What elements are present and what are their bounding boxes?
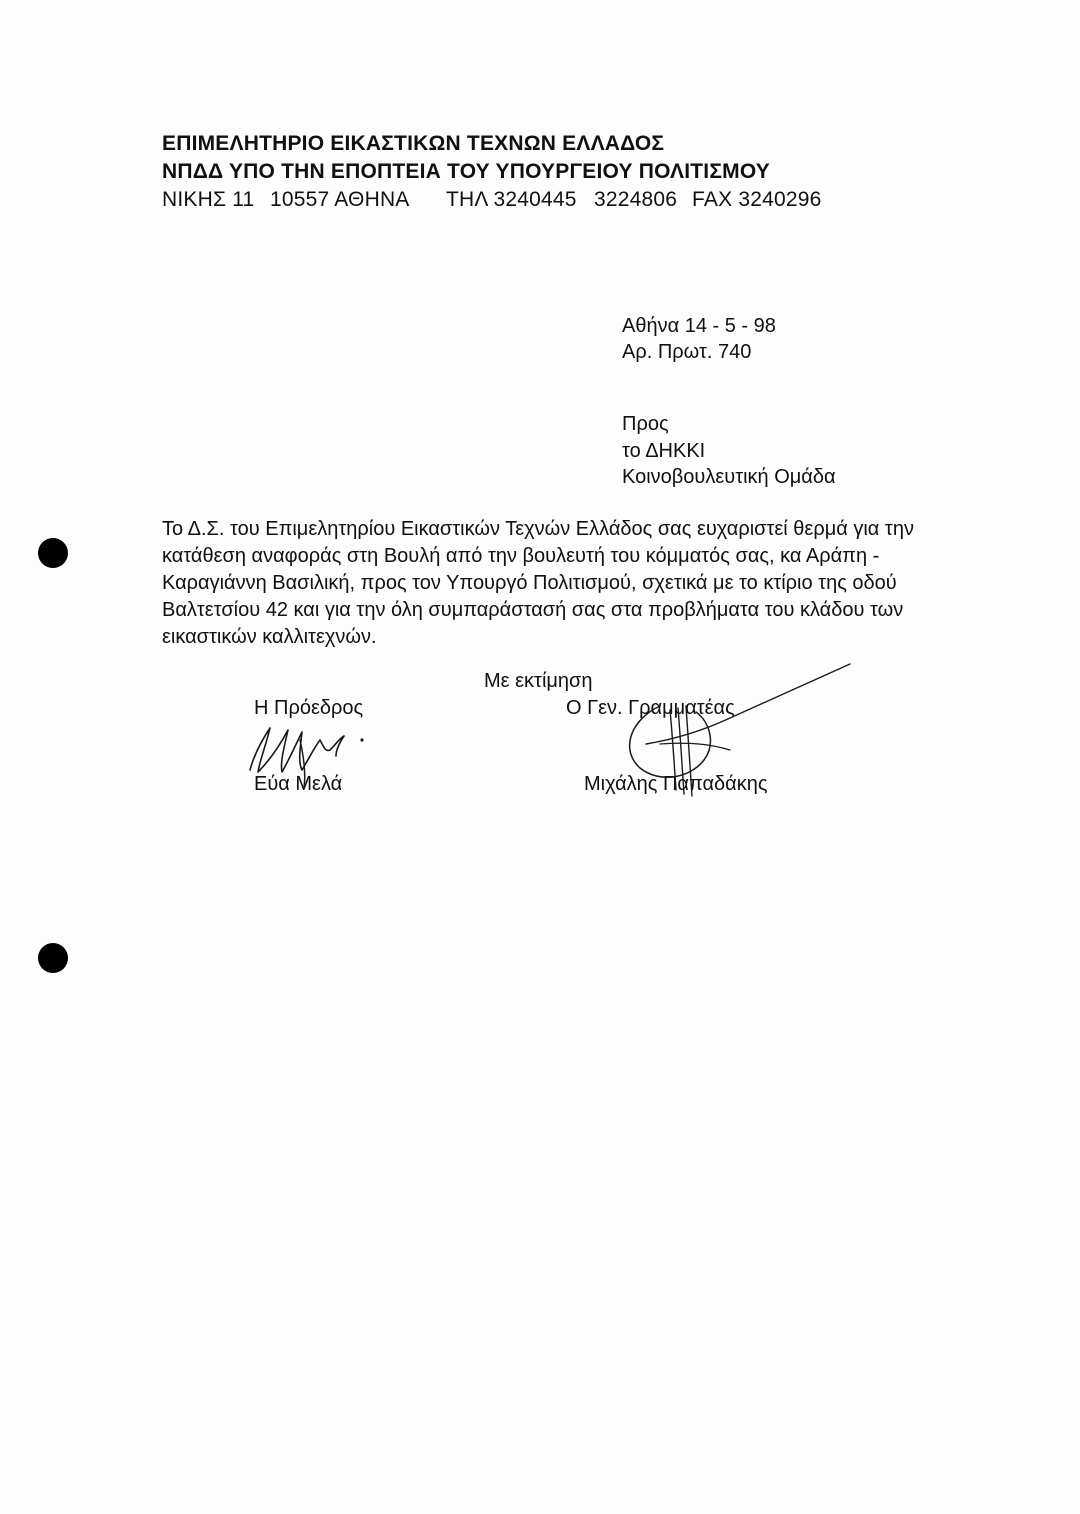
letterhead-fax: FAX 3240296 [692,188,822,211]
punch-hole-bottom [38,943,68,973]
recipient-org: το ΔΗΚΚΙ [622,440,706,462]
letter-date: Αθήνα 14 - 5 - 98 [622,315,776,337]
body-line: εικαστικών καλλιτεχνών. [162,626,377,648]
secretary-signature [600,660,860,810]
recipient-group: Κοινοβουλευτική Ομάδα [622,466,836,488]
president-signature [240,700,380,790]
secretary-title: Ο Γεν. Γραμματέας [566,697,735,719]
letterhead-line-1: ΕΠΙΜΕΛΗΤΗΡΙΟ ΕΙΚΑΣΤΙΚΩΝ ΤΕΧΝΩΝ ΕΛΛΑΔΟΣ [162,132,665,155]
closing-regards: Με εκτίμηση [484,670,593,692]
body-line: Το Δ.Σ. του Επιμελητηρίου Εικαστικών Τεχνών Ελλάδος σας ευχαριστεί θερμά για την [162,518,914,540]
recipient-to: Προς [622,413,669,435]
body-line: κατάθεση αναφοράς στη Βουλή από την βουλευτή του κόμματός σας, κα Αράπη - [162,545,880,567]
letterhead-phone-2: 3224806 [594,188,678,211]
body-line: Βαλτετσίου 42 και για την όλη συμπαράστασή σας στα προβλήματα του κλάδου των [162,599,904,621]
president-name: Εύα Μελά [254,773,343,795]
letter-body [162,516,1022,651]
punch-hole-top [38,538,68,568]
protocol-number: Αρ. Πρωτ. 740 [622,341,752,363]
body-line: Καραγιάννη Βασιλική, προς τον Υπουργό Πολιτισμού, σχετικά με το κτίριο της οδού [162,572,897,594]
secretary-name: Μιχάλης Παπαδάκης [584,773,768,795]
letterhead-line-2: ΝΠΔΔ ΥΠΟ ΤΗΝ ΕΠΟΠΤΕΙΑ ΤΟΥ ΥΠΟΥΡΓΕΙΟΥ ΠΟΛΙΤΙΣΜΟΥ [162,160,770,183]
letterhead-postcode-city: 10557 ΑΘΗΝΑ [270,188,410,211]
letterhead-address: ΝΙΚΗΣ 11 [162,188,255,211]
letterhead-phone-1: ΤΗΛ 3240445 [446,188,577,211]
president-title: Η Πρόεδρος [254,697,364,719]
